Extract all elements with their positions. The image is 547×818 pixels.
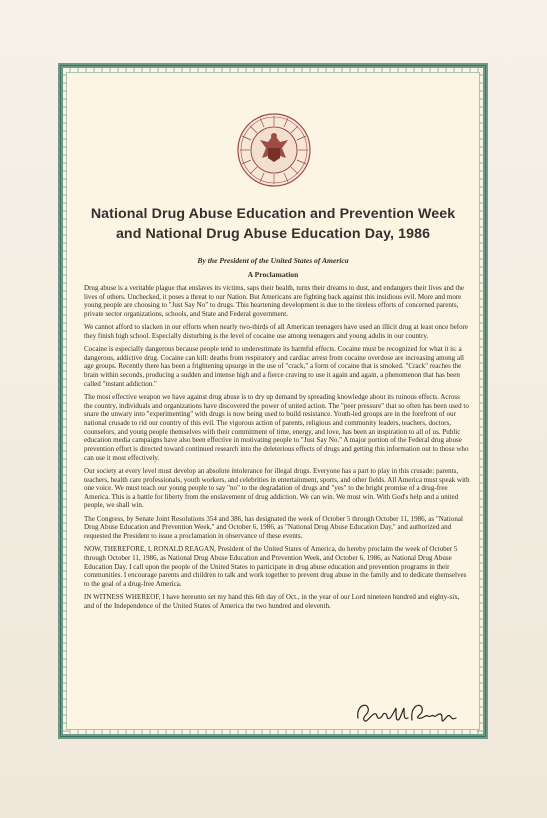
signature (352, 694, 464, 730)
proclamation-title (76, 204, 470, 244)
presidential-seal-icon (236, 112, 312, 188)
title-line-1: National Drug Abuse Education and Prevention Week (90, 206, 456, 222)
title-line-2: and National Drug Abuse Education Day, 1986 (115, 226, 431, 242)
paragraph: IN WITNESS WHEREOF, I have hereunto set my hand this 6th day of Oct., in the year of our Lord nineteen hundred and eighty-six, and of the Independence of the United States of America the two hundred and eleventh. (84, 593, 460, 610)
paragraph: We cannot afford to slacken in our efforts when nearly two-thirds of all American teenagers have used an illicit drug at least once before they finish high school. Especially disturbing is the level of cocaine use among teenagers and young adults in our country. (84, 323, 469, 340)
paragraph: Our society at every level must develop an absolute intolerance for illegal drugs. Everyone has a part to play in this crusade: parents, teachers, health care professionals, youth workers, and celebrities in entertainment, sports, and other fields. All America must speak with one voice. We must teach our young people to say "no" to the degradation of drugs and "yes" to the bright promise of a drug-free America. This is a battle for liberty from the enslavement of drug addiction. We can win. We must win. With God's help and a united people, we shall win. (84, 466, 470, 510)
paragraph: The most effective weapon we have against drug abuse is to dry up demand by spreading knowledge about its ruinous effects. Across the country, individuals and organizations have discovered the power of united action. The "peer pressure" that so often has been used to snare the unwary into "experimenting" with drugs is now being used to build resistance. Youth-led groups are in the forefront of our national crusade to rid our country of this evil. The vigorous action of parents, religious and community leaders, teachers, doctors, counselors, and young people themselves with their commitment of time, energy, and love, has been an inspiration to all of us. Public education media campaigns have also been effective in motivating people to "Just Say No." A major portion of the Federal drug abuse prevention effort is directed toward continued research into the deleterious effects of drugs and getting this information out to those who can use it most effectively. (84, 393, 469, 462)
paragraph: NOW, THEREFORE, I, RONALD REAGAN, President of the United States of America, do hereby proclaim the week of October 5 through October 11, 1986, as National Drug Abuse Education and Prevention Week, and October 6, 1986, as National Drug Abuse Education Day. I call upon the people of the United States to participate in drug abuse education and prevention programs in their communities. I encourage parents and children to talk and work together to prevent drug abuse in the family and to dedicate themselves to the goal of a drug-free America. (84, 545, 467, 588)
paragraph: Drug abuse is a veritable plague that enslaves its victims, saps their health, turns their dreams to dust, and endangers their lives and the lives of others. Unchecked, it poses a threat to our Nation. But Americans are fighting back against this insidious evil. More and more young people are choosing to "Just Say No" to drugs. This heartening development is due to the tireless efforts of concerned parents, private sector organizations, schools, and State and Federal government. (84, 284, 465, 318)
proclamation-subtitle: A Proclamation (247, 270, 299, 279)
paragraph: Cocaine is especially dangerous because people tend to underestimate its harmful effects. Cocaine must be recognized for what it is: a dangerous, addictive drug. Cocaine can kill: deaths from respiratory and cardiac arrest from cocaine overdose are increasing among all age groups. Recently there has been a frightening upsurge in the use of "crack," a form of cocaine that is smoked. "Crack" reaches the brain within seconds, producing a sudden and intense high and a fierce craving to use it again and again, a phenomenon that has been called "instant addiction." (84, 345, 464, 388)
byline: By the President of the United States of America (197, 256, 349, 265)
proclamation-body (84, 284, 470, 615)
paragraph: The Congress, by Senate Joint Resolutions 354 and 386, has designated the week of October 5 through October 11, 1986, as "National Drug Abuse Education and Prevention Week," and October 6, 1986, as "National Drug Abuse Education Day," and authorized and requested the President to issue a proclamation in observance of these events. (84, 514, 463, 541)
